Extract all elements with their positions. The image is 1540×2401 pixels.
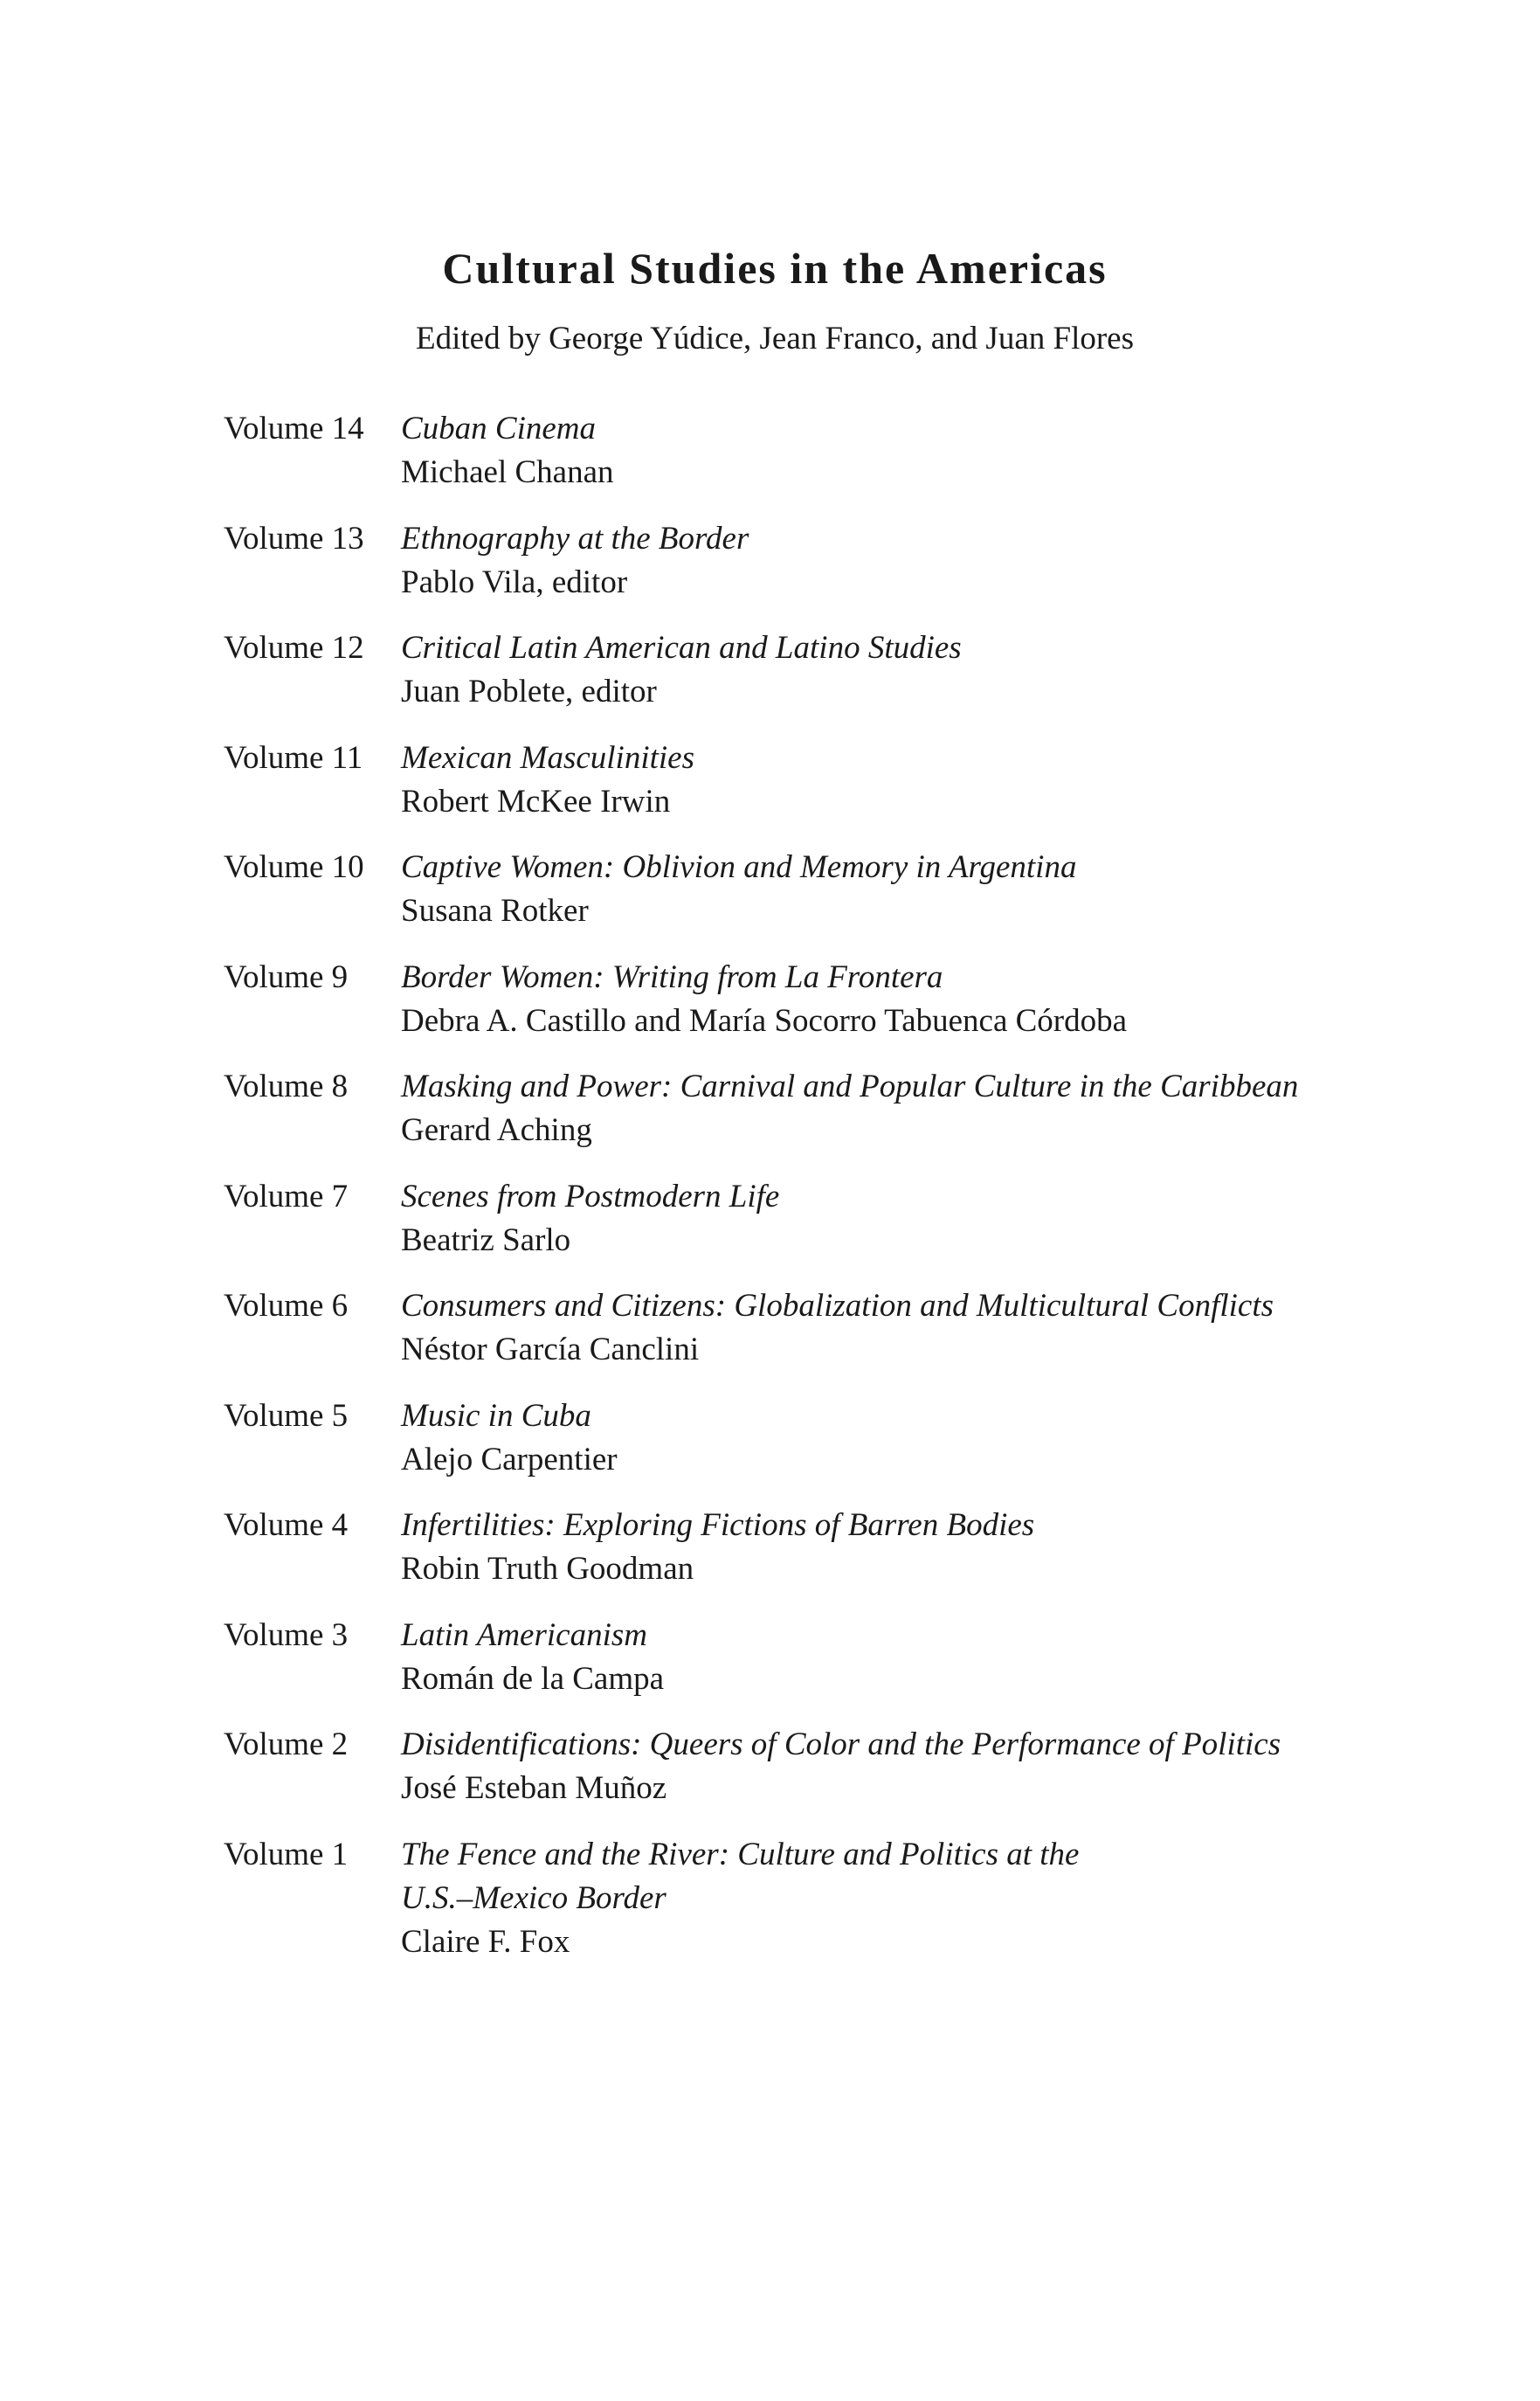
volume-title: Ethnography at the Border bbox=[401, 520, 749, 557]
volume-details bbox=[401, 737, 1359, 824]
volume-author: Claire F. Fox bbox=[401, 1923, 570, 1960]
volume-title: Critical Latin American and Latino Studies bbox=[401, 630, 962, 666]
volume-number: Volume 4 bbox=[224, 1507, 349, 1543]
volume-entry bbox=[224, 407, 1359, 495]
volume-entry bbox=[224, 1723, 1359, 1810]
volume-details bbox=[401, 1394, 1359, 1482]
volume-title: Captive Women: Oblivion and Memory in Argentina bbox=[401, 849, 1077, 885]
volume-title-continued: U.S.–Mexico Border bbox=[401, 1879, 666, 1916]
volume-title: Consumers and Citizens: Globalization and Multicultural Conflicts bbox=[401, 1288, 1274, 1324]
volume-author: Beatriz Sarlo bbox=[401, 1221, 571, 1258]
volume-details bbox=[401, 407, 1359, 495]
volume-entry bbox=[224, 1394, 1359, 1482]
volume-number: Volume 13 bbox=[224, 520, 364, 557]
volume-list bbox=[224, 407, 1359, 1986]
volume-entry bbox=[224, 1175, 1359, 1263]
volume-author: Román de la Campa bbox=[401, 1660, 665, 1697]
volume-details bbox=[401, 1614, 1359, 1701]
volume-author: Robin Truth Goodman bbox=[401, 1551, 694, 1587]
volume-author: Néstor García Canclini bbox=[401, 1332, 700, 1367]
volume-entry bbox=[224, 1833, 1359, 1964]
volume-number: Volume 1 bbox=[224, 1836, 349, 1872]
volume-number: Volume 14 bbox=[224, 411, 364, 446]
volume-entry bbox=[224, 956, 1359, 1043]
volume-entry bbox=[224, 626, 1359, 714]
volume-details bbox=[401, 626, 1359, 714]
volume-title: Masking and Power: Carnival and Popular Culture in the Caribbean bbox=[401, 1069, 1299, 1104]
volume-entry bbox=[224, 1284, 1359, 1372]
volume-title: Border Women: Writing from La Frontera bbox=[401, 958, 943, 995]
volume-author: Pablo Vila, editor bbox=[401, 564, 628, 600]
volume-number: Volume 2 bbox=[224, 1726, 349, 1762]
volume-entry bbox=[224, 517, 1359, 605]
volume-author: Michael Chanan bbox=[401, 454, 614, 490]
volume-details bbox=[401, 1065, 1359, 1152]
volume-author: Susana Rotker bbox=[401, 893, 589, 929]
volume-details bbox=[401, 956, 1359, 1043]
volume-details bbox=[401, 517, 1359, 605]
volume-entry bbox=[224, 846, 1359, 933]
volume-number: Volume 7 bbox=[224, 1178, 349, 1214]
volume-number: Volume 9 bbox=[224, 958, 349, 995]
volume-entry bbox=[224, 1065, 1359, 1152]
volume-title: Infertilities: Exploring Fictions of Barren Bodies bbox=[401, 1507, 1035, 1543]
volume-author: Juan Poblete, editor bbox=[401, 674, 657, 709]
volume-number: Volume 12 bbox=[224, 630, 364, 666]
volume-author: Gerard Aching bbox=[401, 1112, 592, 1148]
volume-details bbox=[401, 1284, 1359, 1372]
volume-title: Music in Cuba bbox=[401, 1397, 591, 1434]
volume-number: Volume 3 bbox=[224, 1616, 349, 1653]
volume-title: Disidentifications: Queers of Color and the Performance of Politics bbox=[401, 1726, 1281, 1762]
volume-number: Volume 5 bbox=[224, 1397, 349, 1434]
volume-title: Mexican Masculinities bbox=[401, 739, 694, 776]
volume-details bbox=[401, 846, 1359, 933]
volume-number: Volume 11 bbox=[224, 739, 363, 776]
volume-entry bbox=[224, 737, 1359, 824]
volume-author: Robert McKee Irwin bbox=[401, 783, 671, 820]
volume-title: The Fence and the River: Culture and Politics at the bbox=[401, 1836, 1080, 1872]
volume-details bbox=[401, 1504, 1359, 1591]
volume-number: Volume 10 bbox=[224, 849, 364, 885]
volume-details bbox=[401, 1723, 1359, 1810]
volume-entry bbox=[224, 1614, 1359, 1701]
volume-number: Volume 8 bbox=[224, 1069, 349, 1104]
volume-title: Scenes from Postmodern Life bbox=[401, 1178, 780, 1214]
volume-number: Volume 6 bbox=[224, 1288, 349, 1324]
volume-details bbox=[401, 1833, 1359, 1964]
volume-title: Latin Americanism bbox=[401, 1616, 647, 1653]
volume-author: Alejo Carpentier bbox=[401, 1441, 618, 1477]
volume-entry bbox=[224, 1504, 1359, 1591]
volume-title: Cuban Cinema bbox=[401, 411, 597, 446]
series-editors: Edited by George Yúdice, Jean Franco, and Juan Flores bbox=[415, 321, 1134, 356]
volume-details bbox=[401, 1175, 1359, 1263]
series-title: Cultural Studies in the Americas bbox=[442, 244, 1108, 293]
volume-author: Debra A. Castillo and María Socorro Tabuenca Córdoba bbox=[401, 1002, 1128, 1039]
volume-author: José Esteban Muñoz bbox=[401, 1770, 667, 1806]
